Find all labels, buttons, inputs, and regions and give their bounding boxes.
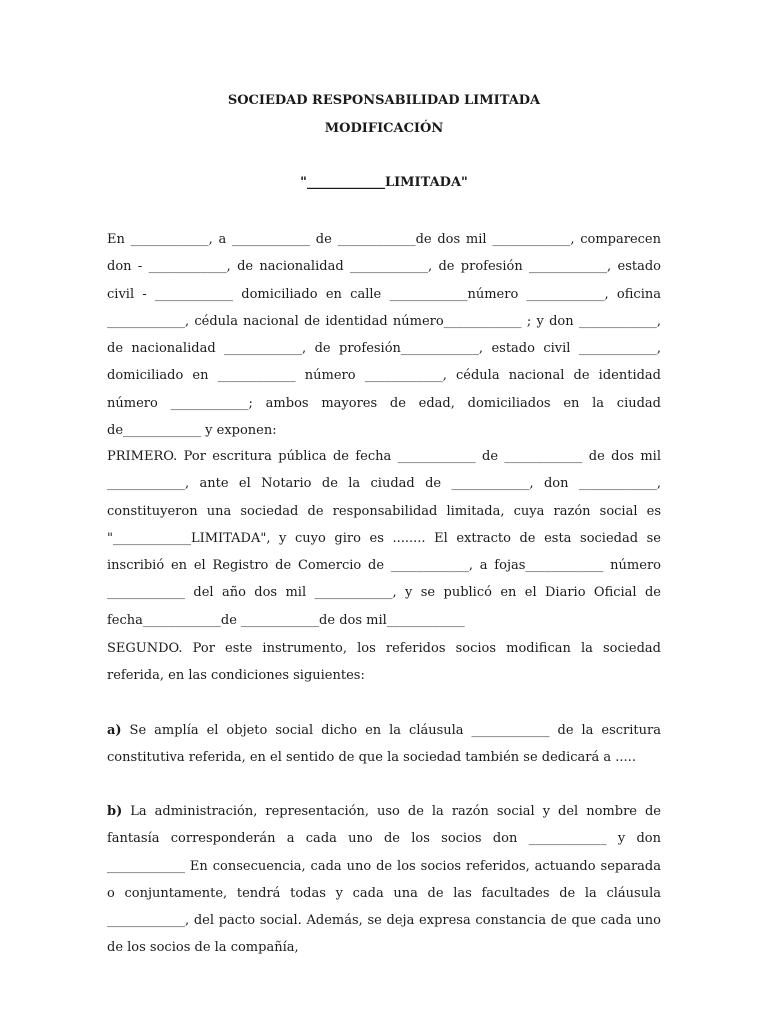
clause-segundo: SEGUNDO. Por este instrumento, los referidos socios modifican la sociedad referida, en las condiciones siguientes:: [107, 641, 661, 684]
item-a-marker: a): [107, 723, 122, 738]
comparecencia-paragraph: En ____________, a ____________ de ____________de dos mil ____________, comparecen don - ____________, de nacionalidad ____________, de profesión ____________, estado civil - ____________ domiciliado en calle ____________número ____________, oficina ____________, cédula nacional de identidad número____________ ; y don ____________, de nacionalidad ____________, de profesión____________, estado civil ____________, domiciliado en ____________ número ____________, cédula nacional de identidad número ____________; ambos mayores de edad, domiciliados en la ciudad de____________ y exponen:: [107, 232, 661, 439]
item-a-text: Se amplía el objeto social dicho en la cláusula ____________ de la escritura constitutiva referida, en el sentido de que la sociedad también se dedicará a .....: [107, 723, 661, 766]
item-a-paragraph: [107, 717, 661, 772]
document-subtitle: MODIFICACIÓN: [324, 121, 444, 136]
document-page: [107, 0, 661, 1024]
clause-primero: PRIMERO. Por escritura pública de fecha ____________ de ____________ de dos mil ____________, ante el Notario de la ciudad de ____________, don ____________, constituyeron una sociedad de responsabilidad limitada, cuya razón social es "____________LIMITADA", y cuyo giro es ........ El extracto de esta sociedad se inscribió en el Registro de Comercio de ____________, a fojas____________ número ____________ del año dos mil ____________, y se publicó en el Diario Oficial de fecha____________de ____________de dos mil____________: [107, 449, 661, 628]
company-name-line: "____________LIMITADA": [300, 175, 468, 190]
item-b-text: La administración, representación, uso de la razón social y del nombre de fantasía corresponderán a cada uno de los socios don ____________ y don ____________ En consecuencia, cada uno de los socios referidos, actuando separada o conjuntamente, tendrá todas y cada una de las facultades de la cláusula ____________, del pacto social. Además, se deja expresa constancia de que cada uno de los socios de la compañía,: [107, 804, 661, 956]
item-b-paragraph: [107, 798, 661, 962]
item-b-marker: b): [107, 804, 123, 819]
document-title: SOCIEDAD RESPONSABILIDAD LIMITADA: [227, 93, 541, 108]
